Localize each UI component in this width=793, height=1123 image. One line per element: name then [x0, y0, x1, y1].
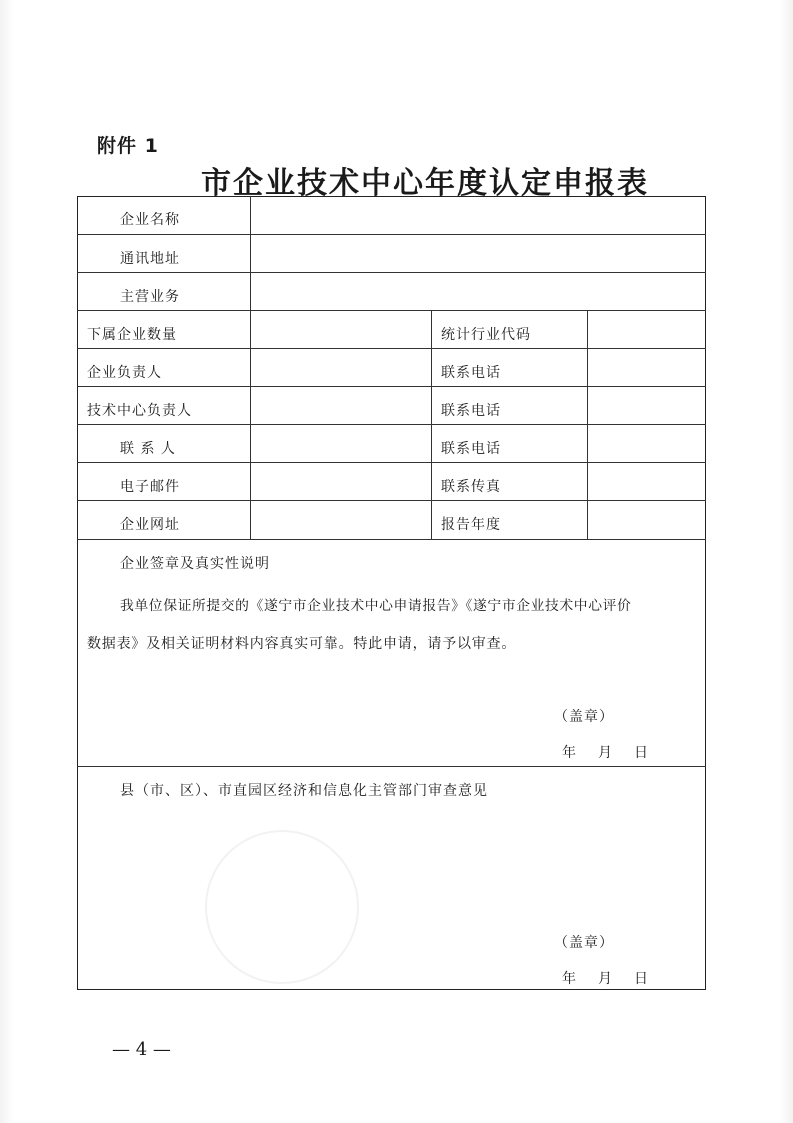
column-divider [431, 310, 432, 539]
label-company-name: 企业名称 [120, 212, 180, 228]
column-divider [250, 196, 251, 539]
label-center-head: 技术中心负责人 [87, 403, 192, 419]
field-industry-code[interactable] [589, 311, 704, 347]
label-phone-2: 联系电话 [441, 403, 501, 419]
field-website[interactable] [252, 501, 430, 538]
field-phone-2[interactable] [589, 387, 704, 423]
label-main-business: 主营业务 [120, 289, 180, 305]
declaration-text-line1: 我单位保证所提交的《遂宁市企业技术中心申请报告》《遂宁市企业技术中心评价 [120, 598, 632, 614]
page-number: — 4 — [112, 1039, 171, 1060]
field-contact-person[interactable] [252, 425, 430, 461]
declaration-seal: （盖章） [554, 709, 614, 725]
label-subsidiary-count: 下属企业数量 [87, 327, 177, 343]
declaration-heading: 企业签章及真实性说明 [120, 556, 270, 572]
field-center-head[interactable] [252, 387, 430, 423]
field-company-head[interactable] [252, 349, 430, 385]
label-report-year: 报告年度 [441, 517, 501, 533]
field-report-year[interactable] [589, 501, 704, 538]
label-contact-person: 联 系 人 [120, 441, 176, 457]
declaration-text-line2: 数据表》及相关证明材料内容真实可靠。特此申请，请予以审查。 [87, 636, 517, 652]
row-divider [77, 539, 706, 540]
label-industry-code: 统计行业代码 [441, 327, 531, 343]
declaration-date: 年 月 日 [562, 745, 652, 761]
field-company-name[interactable] [252, 197, 704, 233]
field-email[interactable] [252, 463, 430, 499]
column-divider [587, 310, 588, 539]
label-company-head: 企业负责人 [87, 365, 162, 381]
label-phone-3: 联系电话 [441, 441, 501, 457]
attachment-label: 附件 1 [97, 135, 159, 157]
label-address: 通讯地址 [120, 251, 180, 267]
review-seal: （盖章） [554, 935, 614, 951]
label-fax: 联系传真 [441, 479, 501, 495]
field-address[interactable] [252, 235, 704, 271]
form-title: 市企业技术中心年度认定申报表 [201, 166, 649, 201]
field-phone-1[interactable] [589, 349, 704, 385]
field-subsidiary-count[interactable] [252, 311, 430, 347]
field-main-business[interactable] [252, 273, 704, 309]
field-fax[interactable] [589, 463, 704, 499]
section-divider [77, 766, 706, 767]
review-date: 年 月 日 [562, 971, 652, 987]
label-phone-1: 联系电话 [441, 365, 501, 381]
review-heading: 县（市、区）、市直园区经济和信息化主管部门审查意见 [120, 783, 488, 799]
faint-stamp-mark [205, 830, 359, 984]
label-website: 企业网址 [120, 517, 180, 533]
label-email: 电子邮件 [120, 479, 180, 495]
field-phone-3[interactable] [589, 425, 704, 461]
